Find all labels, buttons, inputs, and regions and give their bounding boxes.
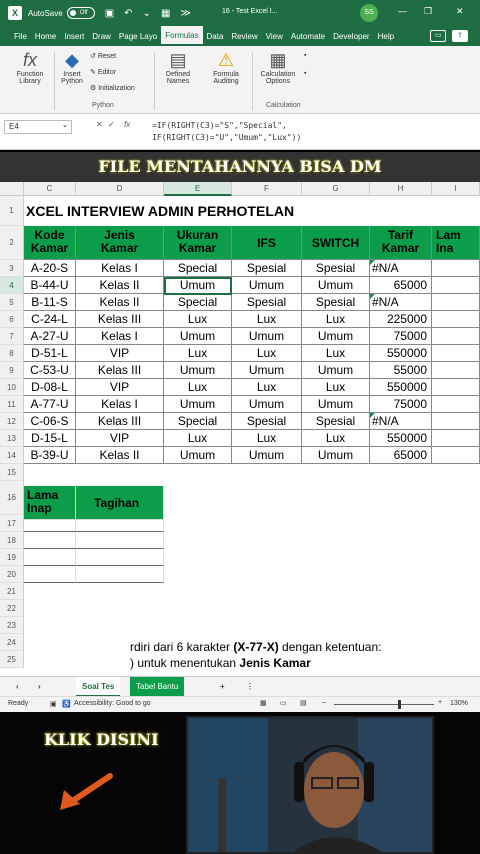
cell-empty[interactable] bbox=[432, 413, 480, 430]
cell-empty[interactable] bbox=[432, 362, 480, 379]
tab-help[interactable]: Help bbox=[377, 31, 395, 41]
column-header-g[interactable]: G bbox=[302, 182, 370, 196]
cell-tarif-kamar[interactable]: #N/A bbox=[370, 294, 432, 311]
reset-label: Reset bbox=[97, 53, 117, 60]
zoom-out-icon[interactable]: – bbox=[322, 699, 326, 706]
cell-ifs[interactable]: Umum bbox=[232, 447, 302, 464]
cell-jenis-kamar[interactable]: Kelas III bbox=[76, 311, 164, 328]
cell-tarif-kamar[interactable]: 550000 bbox=[370, 430, 432, 447]
excel-logo-icon: X bbox=[8, 6, 22, 20]
formula-bar bbox=[0, 114, 480, 150]
calc-sheet-icon[interactable]: ▪ bbox=[304, 70, 307, 77]
next-sheet-icon[interactable]: › bbox=[38, 682, 41, 691]
cell-bill[interactable] bbox=[24, 515, 76, 532]
row-header[interactable]: 13 bbox=[0, 430, 24, 447]
note-line-2-bold: Jenis Kamar bbox=[239, 656, 311, 670]
cell-ifs[interactable]: Umum bbox=[232, 277, 302, 294]
header-ukuran-kamar[interactable]: Ukuran Kamar bbox=[164, 226, 232, 260]
row-header[interactable]: 10 bbox=[0, 379, 24, 396]
row-header[interactable]: 15 bbox=[0, 464, 24, 481]
formula-line-2: IF(RIGHT(C3)="U","Umum","Lux")) bbox=[152, 133, 302, 142]
cell-kode-kamar[interactable]: C-06-S bbox=[24, 413, 76, 430]
cell-ukuran-kamar[interactable]: Umum bbox=[164, 362, 232, 379]
name-box[interactable]: E4 bbox=[4, 120, 72, 134]
tab-insert[interactable]: Insert bbox=[64, 31, 85, 41]
header-tagihan[interactable]: Tagihan bbox=[76, 486, 164, 520]
row-header[interactable]: 11 bbox=[0, 396, 24, 413]
defined-names-label: Defined Names bbox=[165, 71, 191, 85]
cell-tarif-kamar[interactable]: 75000 bbox=[370, 396, 432, 413]
cell-ukuran-kamar[interactable]: Umum bbox=[164, 447, 232, 464]
cell-ukuran-kamar[interactable]: Umum bbox=[164, 396, 232, 413]
insert-function-icon[interactable]: fx bbox=[124, 120, 131, 129]
error-indicator-icon bbox=[370, 294, 375, 299]
cell-switch[interactable]: Umum bbox=[302, 396, 370, 413]
cell-ifs[interactable]: Spesial bbox=[232, 260, 302, 277]
cell-ukuran-kamar[interactable]: Umum bbox=[164, 328, 232, 345]
zoom-slider-thumb[interactable] bbox=[398, 700, 401, 709]
status-bar bbox=[0, 696, 480, 712]
initialization-label: Initialization bbox=[98, 85, 135, 92]
sheet-menu-icon[interactable]: ⋮ bbox=[246, 682, 254, 691]
cell-bill[interactable] bbox=[76, 515, 164, 532]
cell-switch[interactable]: Lux bbox=[302, 379, 370, 396]
cell-bill[interactable] bbox=[76, 532, 164, 549]
tab-developer[interactable]: Developer bbox=[333, 31, 370, 41]
insert-python-button[interactable] bbox=[56, 50, 88, 85]
cell-empty[interactable] bbox=[432, 328, 480, 345]
cell-tarif-kamar[interactable]: 65000 bbox=[370, 447, 432, 464]
cell-switch[interactable]: Lux bbox=[302, 311, 370, 328]
function-library-button[interactable] bbox=[8, 50, 52, 85]
note-line-1 bbox=[130, 640, 381, 654]
editor-icon: ✎ bbox=[90, 69, 98, 76]
normal-view-icon[interactable]: ▦ bbox=[260, 700, 267, 707]
cell-tarif-kamar[interactable]: 225000 bbox=[370, 311, 432, 328]
name-box-dropdown-icon[interactable]: ⌄ bbox=[62, 122, 68, 129]
editor-label: Editor bbox=[97, 69, 117, 76]
selected-cell-outline bbox=[164, 277, 232, 295]
cell-tarif-kamar[interactable]: 55000 bbox=[370, 362, 432, 379]
init-icon: ⚙ bbox=[90, 85, 99, 92]
cell-jenis-kamar[interactable]: VIP bbox=[76, 379, 164, 396]
cell-switch[interactable]: Spesial bbox=[302, 260, 370, 277]
insert-python-label: Insert Python bbox=[61, 71, 83, 85]
cell-tarif-kamar[interactable]: #N/A bbox=[370, 260, 432, 277]
cell-empty[interactable] bbox=[432, 260, 480, 277]
tab-file[interactable]: File bbox=[14, 31, 27, 41]
accessibility-icon[interactable]: ♿ bbox=[62, 701, 71, 708]
tab-home[interactable]: Home bbox=[34, 31, 57, 41]
ribbon-separator bbox=[154, 52, 155, 110]
cell-ifs[interactable]: Umum bbox=[232, 362, 302, 379]
add-sheet-icon[interactable]: + bbox=[220, 682, 225, 691]
sheet-tab-tabel-bantu[interactable]: Tabel Bantu bbox=[130, 677, 184, 697]
tab-formulas[interactable]: Formulas bbox=[161, 26, 202, 46]
save-icon[interactable]: ▣ bbox=[104, 7, 115, 19]
tag-icon: ▤ bbox=[169, 50, 187, 70]
cell-kode-kamar[interactable]: A-20-S bbox=[24, 260, 76, 277]
autosave-toggle[interactable]: Off bbox=[67, 7, 95, 19]
share-icon[interactable]: ⇪ bbox=[452, 30, 468, 42]
cell-empty[interactable] bbox=[432, 447, 480, 464]
cell-ifs[interactable]: Spesial bbox=[232, 413, 302, 430]
cell-empty[interactable] bbox=[432, 379, 480, 396]
row-header[interactable]: 5 bbox=[0, 294, 24, 311]
cell-jenis-kamar[interactable]: VIP bbox=[76, 430, 164, 447]
python-group-label: Python bbox=[92, 102, 114, 109]
row-header[interactable]: 22 bbox=[0, 600, 24, 617]
cell-tarif-kamar[interactable]: 65000 bbox=[370, 277, 432, 294]
cell-kode-kamar[interactable]: A-27-U bbox=[24, 328, 76, 345]
cell-switch[interactable]: Umum bbox=[302, 362, 370, 379]
header-lama-inap[interactable]: Lam Ina bbox=[432, 226, 480, 260]
cell-jenis-kamar[interactable]: Kelas I bbox=[76, 260, 164, 277]
row-header[interactable]: 7 bbox=[0, 328, 24, 345]
cell-bill[interactable] bbox=[76, 549, 164, 566]
tab-page-layout[interactable]: Page Layo bbox=[118, 31, 158, 41]
cancel-icon[interactable]: ✕ bbox=[96, 120, 103, 129]
defined-names-button[interactable] bbox=[158, 50, 198, 85]
zoom-slider[interactable] bbox=[334, 704, 434, 705]
tab-review[interactable]: Review bbox=[231, 31, 258, 41]
row-header[interactable]: 14 bbox=[0, 447, 24, 464]
webcam-feed bbox=[186, 716, 434, 854]
cell-bill[interactable] bbox=[76, 566, 164, 583]
cell-ifs[interactable]: Lux bbox=[232, 379, 302, 396]
cell-empty[interactable] bbox=[432, 430, 480, 447]
tab-data[interactable]: Data bbox=[206, 31, 224, 41]
tab-automate[interactable]: Automate bbox=[290, 31, 326, 41]
row-header[interactable]: 24 bbox=[0, 634, 24, 651]
row-header[interactable]: 9 bbox=[0, 362, 24, 379]
cell-bill[interactable] bbox=[24, 549, 76, 566]
cell-switch[interactable]: Umum bbox=[302, 277, 370, 294]
table-icon[interactable]: ▦ bbox=[160, 7, 171, 19]
formula-auditing-button[interactable] bbox=[204, 50, 248, 85]
cell-kode-kamar[interactable]: A-77-U bbox=[24, 396, 76, 413]
header-jenis-kamar[interactable]: Jenis Kamar bbox=[76, 226, 164, 260]
cell-bill[interactable] bbox=[24, 532, 76, 549]
redo-dropdown-icon[interactable]: ⌄ bbox=[142, 7, 151, 19]
cell-ifs[interactable]: Spesial bbox=[232, 294, 302, 311]
calculator-icon: ▦ bbox=[269, 50, 287, 70]
cell-kode-kamar[interactable]: D-51-L bbox=[24, 345, 76, 362]
row-header[interactable]: 3 bbox=[0, 260, 24, 277]
close-button[interactable]: ✕ bbox=[456, 6, 464, 16]
minimize-button[interactable]: — bbox=[398, 6, 407, 16]
tab-view[interactable]: View bbox=[265, 31, 283, 41]
page-break-icon[interactable]: ▤ bbox=[300, 700, 307, 707]
cell-ukuran-kamar[interactable]: Lux bbox=[164, 311, 232, 328]
ribbon bbox=[0, 46, 480, 114]
enter-icon[interactable]: ✓ bbox=[108, 120, 115, 129]
restore-button[interactable]: ❐ bbox=[424, 6, 433, 16]
ribbon-tabs bbox=[0, 26, 480, 46]
sheet-title[interactable]: XCEL INTERVIEW ADMIN PERHOTELAN bbox=[26, 203, 295, 219]
column-header-e[interactable]: E bbox=[164, 182, 232, 196]
cell-kode-kamar[interactable]: B-11-S bbox=[24, 294, 76, 311]
note-line-1-tail: dengan ketentuan: bbox=[278, 640, 382, 654]
cell-switch[interactable]: Umum bbox=[302, 447, 370, 464]
cell-bill[interactable] bbox=[24, 566, 76, 583]
column-header-c[interactable]: C bbox=[24, 182, 76, 196]
row-header[interactable]: 19 bbox=[0, 549, 24, 566]
reset-button[interactable] bbox=[90, 52, 116, 60]
row-header[interactable]: 18 bbox=[0, 532, 24, 549]
header-lama-inap-2[interactable]: Lama Inap bbox=[24, 486, 76, 520]
spreadsheet-grid[interactable] bbox=[0, 196, 480, 676]
arrow-icon bbox=[56, 772, 116, 812]
note-line-2-text: ) untuk menentukan bbox=[130, 656, 240, 670]
cell-ifs[interactable]: Umum bbox=[232, 396, 302, 413]
cell-tarif-kamar[interactable]: #N/A bbox=[370, 413, 432, 430]
sheet-tab-bar bbox=[0, 676, 480, 696]
cell-kode-kamar[interactable]: D-15-L bbox=[24, 430, 76, 447]
column-header-i[interactable]: I bbox=[432, 182, 480, 196]
cell-ukuran-kamar[interactable]: Special bbox=[164, 294, 232, 311]
error-indicator-icon bbox=[370, 260, 375, 265]
row-header[interactable]: 12 bbox=[0, 413, 24, 430]
calculation-group-label: Calculation bbox=[266, 102, 301, 109]
cell-tarif-kamar[interactable]: 550000 bbox=[370, 379, 432, 396]
status-accessibility[interactable]: Accessibility: Good to go bbox=[74, 700, 151, 707]
column-header-f[interactable]: F bbox=[232, 182, 302, 196]
cell-ukuran-kamar[interactable]: Umum bbox=[164, 277, 232, 294]
row-header[interactable]: 8 bbox=[0, 345, 24, 362]
cell-empty[interactable] bbox=[432, 277, 480, 294]
document-title: 16 - Test Excel I... bbox=[222, 8, 278, 15]
macro-icon[interactable]: ▣ bbox=[50, 701, 57, 708]
zoom-level[interactable]: 130% bbox=[450, 700, 468, 707]
autosave-label: AutoSave bbox=[28, 8, 63, 18]
warning-icon: ⚠ bbox=[217, 50, 235, 70]
tab-draw[interactable]: Draw bbox=[92, 31, 111, 41]
status-ready: Ready bbox=[8, 700, 29, 707]
row-header[interactable]: 20 bbox=[0, 566, 24, 583]
row-header[interactable]: 6 bbox=[0, 311, 24, 328]
cell-jenis-kamar[interactable]: Kelas III bbox=[76, 362, 164, 379]
calculation-options-label: Calculation Options bbox=[260, 71, 296, 85]
calc-now-icon[interactable]: ▪ bbox=[304, 52, 307, 59]
cell-jenis-kamar[interactable]: Kelas II bbox=[76, 277, 164, 294]
fx-icon: fx bbox=[22, 50, 37, 70]
formula-input[interactable] bbox=[152, 120, 301, 144]
cell-kode-kamar[interactable]: C-24-L bbox=[24, 311, 76, 328]
undo-icon[interactable]: ↶ bbox=[124, 7, 133, 19]
cell-jenis-kamar[interactable]: VIP bbox=[76, 345, 164, 362]
row-header[interactable]: 16 bbox=[0, 481, 24, 515]
cell-empty[interactable] bbox=[432, 345, 480, 362]
cell-empty[interactable] bbox=[432, 311, 480, 328]
note-line-2 bbox=[130, 656, 311, 670]
formula-line-1: =IF(RIGHT(C3)="S","Special", bbox=[152, 121, 287, 130]
cell-ukuran-kamar[interactable]: Lux bbox=[164, 345, 232, 362]
cell-ukuran-kamar[interactable]: Special bbox=[164, 260, 232, 277]
cell-empty[interactable] bbox=[432, 294, 480, 311]
header-tarif-kamar[interactable]: Tarif Kamar bbox=[370, 226, 432, 260]
cell-switch[interactable]: Lux bbox=[302, 345, 370, 362]
row-header[interactable]: 21 bbox=[0, 583, 24, 600]
sheet-tab-soal-tes[interactable]: Soal Tes bbox=[76, 677, 120, 697]
initialization-button[interactable] bbox=[90, 84, 135, 92]
cell-ifs[interactable]: Lux bbox=[232, 345, 302, 362]
row-header[interactable]: 17 bbox=[0, 515, 24, 532]
header-switch[interactable]: SWITCH bbox=[302, 226, 370, 260]
cell-kode-kamar[interactable]: C-53-U bbox=[24, 362, 76, 379]
prev-sheet-icon[interactable]: ‹ bbox=[16, 682, 19, 691]
cell-jenis-kamar[interactable]: Kelas I bbox=[76, 396, 164, 413]
comments-icon[interactable]: ▭ bbox=[430, 30, 446, 42]
calculation-options-button[interactable] bbox=[256, 50, 300, 85]
page-layout-icon[interactable]: ▭ bbox=[280, 700, 287, 707]
column-header-d[interactable]: D bbox=[76, 182, 164, 196]
cell-switch[interactable]: Lux bbox=[302, 430, 370, 447]
row-header[interactable]: 2 bbox=[0, 226, 24, 260]
cell-jenis-kamar[interactable]: Kelas II bbox=[76, 447, 164, 464]
ribbon-separator bbox=[54, 52, 55, 110]
python-icon: ◆ bbox=[65, 50, 79, 70]
cell-ukuran-kamar[interactable]: Lux bbox=[164, 379, 232, 396]
more-icon[interactable]: ≫ bbox=[180, 7, 191, 19]
note-line-1-text: rdiri dari 6 karakter bbox=[130, 640, 234, 654]
cell-tarif-kamar[interactable]: 550000 bbox=[370, 345, 432, 362]
cell-switch[interactable]: Spesial bbox=[302, 294, 370, 311]
cell-kode-kamar[interactable]: B-44-U bbox=[24, 277, 76, 294]
cell-jenis-kamar[interactable]: Kelas III bbox=[76, 413, 164, 430]
column-header-h[interactable]: H bbox=[370, 182, 432, 196]
cell-jenis-kamar[interactable]: Kelas II bbox=[76, 294, 164, 311]
cell-ukuran-kamar[interactable]: Lux bbox=[164, 430, 232, 447]
presenter-image bbox=[188, 718, 434, 854]
title-bar bbox=[0, 0, 480, 26]
cell-ifs[interactable]: Lux bbox=[232, 311, 302, 328]
cell-ukuran-kamar[interactable]: Special bbox=[164, 413, 232, 430]
cell-kode-kamar[interactable]: B-39-U bbox=[24, 447, 76, 464]
note-line-1-bold: (X-77-X) bbox=[233, 640, 279, 654]
cell-kode-kamar[interactable]: D-08-L bbox=[24, 379, 76, 396]
select-all-corner[interactable] bbox=[0, 182, 24, 196]
row-header[interactable]: 1 bbox=[0, 196, 24, 226]
error-indicator-icon bbox=[370, 413, 375, 418]
function-library-label: Function Library bbox=[16, 71, 44, 85]
cell-tarif-kamar[interactable]: 75000 bbox=[370, 328, 432, 345]
click-here-text: KLIK DISINI bbox=[44, 730, 159, 749]
zoom-in-icon[interactable]: + bbox=[438, 699, 443, 706]
row-header[interactable]: 25 bbox=[0, 651, 24, 668]
row-header[interactable]: 23 bbox=[0, 617, 24, 634]
reset-icon: ↺ bbox=[90, 53, 98, 60]
ribbon-separator bbox=[252, 52, 253, 110]
cell-ifs[interactable]: Lux bbox=[232, 430, 302, 447]
header-kode-kamar[interactable]: Kode Kamar bbox=[24, 226, 76, 260]
header-ifs[interactable]: IFS bbox=[232, 226, 302, 260]
editor-button[interactable] bbox=[90, 68, 116, 76]
cell-empty[interactable] bbox=[432, 396, 480, 413]
cell-jenis-kamar[interactable]: Kelas I bbox=[76, 328, 164, 345]
row-header[interactable]: 4 bbox=[0, 277, 24, 294]
formula-auditing-label: Formula Auditing bbox=[213, 71, 239, 85]
cell-switch[interactable]: Spesial bbox=[302, 413, 370, 430]
cell-ifs[interactable]: Umum bbox=[232, 328, 302, 345]
promo-banner: FILE MENTAHANNYA BISA DM bbox=[0, 152, 480, 182]
cell-switch[interactable]: Umum bbox=[302, 328, 370, 345]
avatar[interactable]: SS bbox=[360, 4, 378, 22]
